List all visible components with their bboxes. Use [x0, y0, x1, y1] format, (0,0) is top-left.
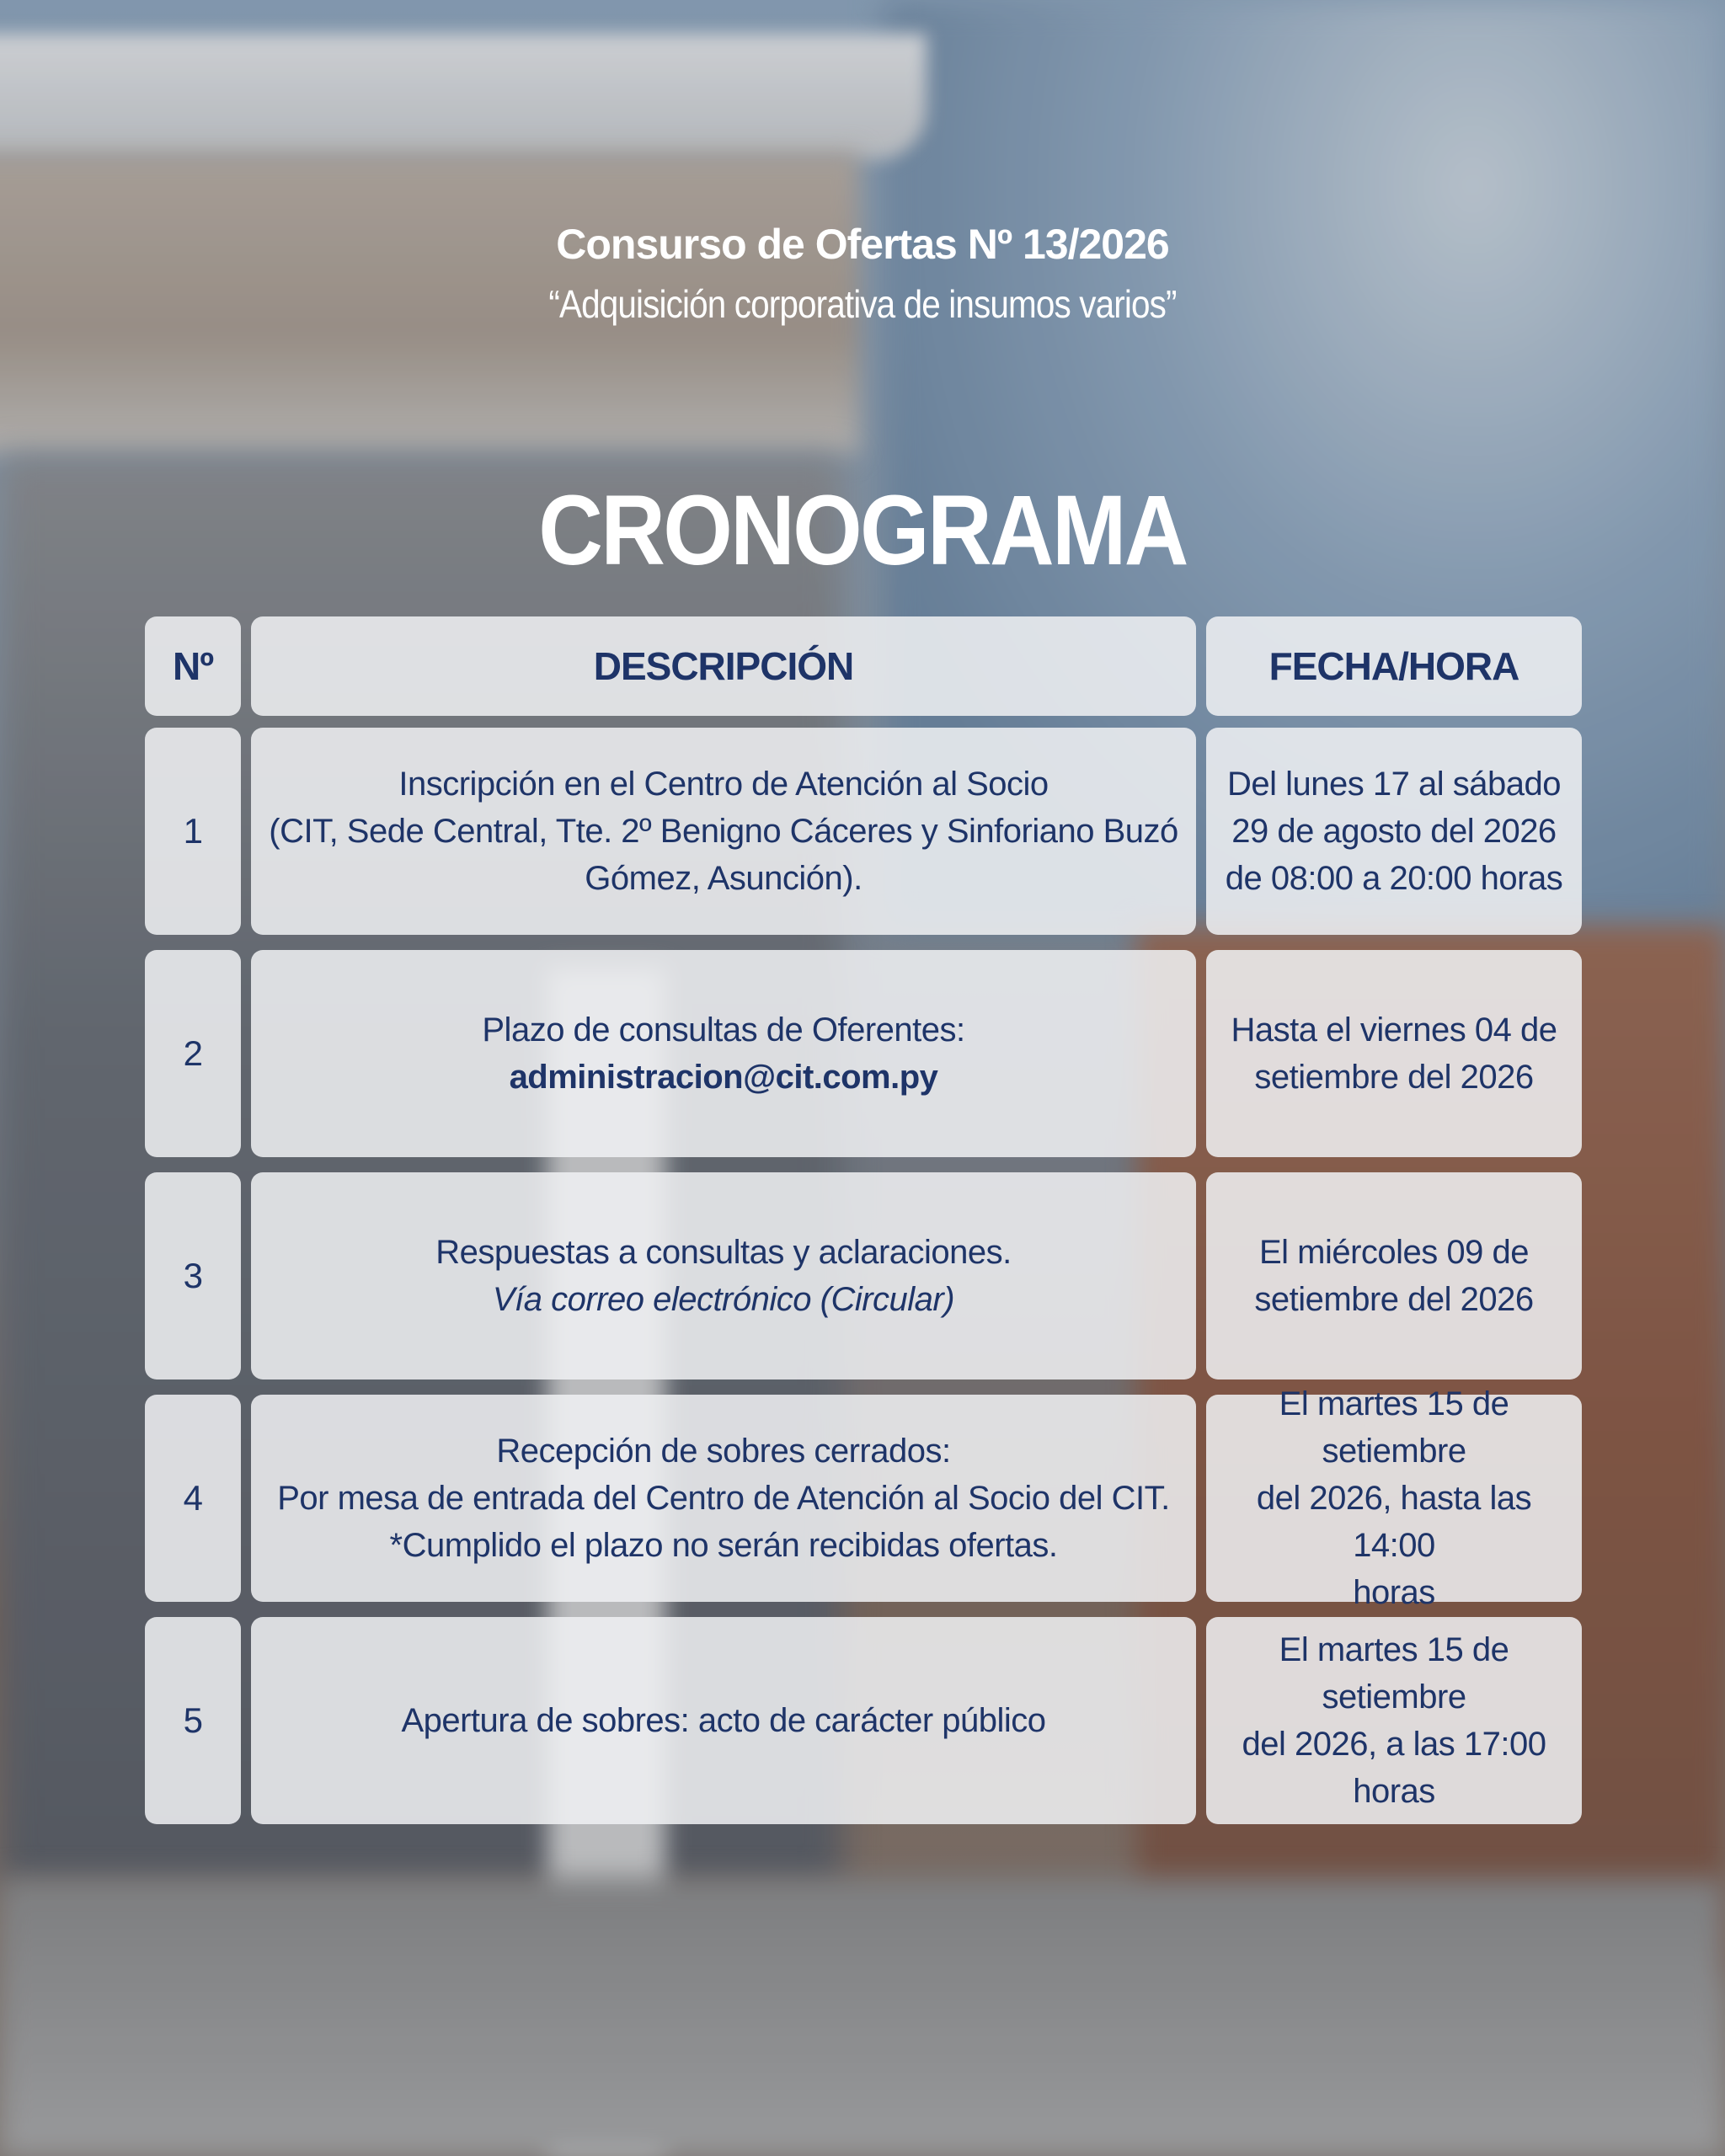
- row-number: 3: [145, 1172, 241, 1380]
- header-title: Consurso de Ofertas Nº 13/2026: [556, 221, 1169, 268]
- row-number: 4: [145, 1395, 241, 1602]
- header-subtitle: “Adquisición corporativa de insumos varios”: [548, 282, 1177, 326]
- row-date: [1206, 1385, 1582, 1611]
- description-line: Inscripción en el Centro de Atención al Socio: [398, 766, 1049, 803]
- row-number: 2: [145, 950, 241, 1157]
- page-title: CRONOGRAMA: [538, 475, 1187, 586]
- row-date: [1206, 1617, 1582, 1824]
- description-line: *Cumplido el plazo no serán recibidas ofertas.: [389, 1527, 1058, 1564]
- date-line: setiembre del 2026: [1254, 1059, 1534, 1096]
- date-line: del 2026, hasta las 14:00: [1256, 1480, 1532, 1564]
- date-line: setiembre del 2026: [1254, 1281, 1534, 1318]
- date-line: de 08:00 a 20:00 horas: [1225, 860, 1563, 897]
- row-date: [1206, 950, 1582, 1157]
- row-number: 5: [145, 1617, 241, 1824]
- header: [0, 215, 1725, 334]
- date-line: Del lunes 17 al sábado: [1227, 766, 1561, 803]
- row-description: [251, 1617, 1196, 1824]
- row-number: 1: [145, 728, 241, 935]
- row-description: [251, 950, 1196, 1157]
- description-line: Respuestas a consultas y aclaraciones.: [435, 1234, 1012, 1271]
- column-header-date: FECHA/HORA: [1206, 616, 1582, 716]
- date-line: horas: [1353, 1773, 1435, 1810]
- date-line: Hasta el viernes 04 de: [1231, 1011, 1557, 1049]
- column-header-number: Nº: [145, 616, 241, 716]
- description-line: (CIT, Sede Central, Tte. 2º Benigno Cáceres y Sinforiano Buzó: [269, 813, 1178, 850]
- date-line: El martes 15 de setiembre: [1279, 1631, 1509, 1716]
- description-line: Plazo de consultas de Oferentes:: [482, 1011, 965, 1049]
- column-header-description: DESCRIPCIÓN: [251, 616, 1196, 716]
- description-line: Vía correo electrónico (Circular): [492, 1281, 955, 1318]
- date-line: El martes 15 de setiembre: [1279, 1385, 1509, 1470]
- description-line: Por mesa de entrada del Centro de Atención al Socio del CIT.: [277, 1480, 1170, 1517]
- description-line: Gómez, Asunción).: [585, 860, 862, 897]
- row-date: [1206, 1172, 1582, 1380]
- date-line: del 2026, a las 17:00: [1242, 1726, 1546, 1763]
- row-description: [251, 728, 1196, 935]
- row-date: [1206, 728, 1582, 935]
- date-line: El miércoles 09 de: [1258, 1234, 1530, 1271]
- description-line: Apertura de sobres: acto de carácter público: [401, 1702, 1046, 1739]
- row-description: [251, 1395, 1196, 1602]
- date-line: 29 de agosto del 2026: [1231, 813, 1557, 850]
- row-description: [251, 1172, 1196, 1380]
- email-link[interactable]: administracion@cit.com.py: [509, 1059, 938, 1096]
- date-line: horas: [1353, 1574, 1435, 1611]
- description-line: Recepción de sobres cerrados:: [496, 1433, 951, 1470]
